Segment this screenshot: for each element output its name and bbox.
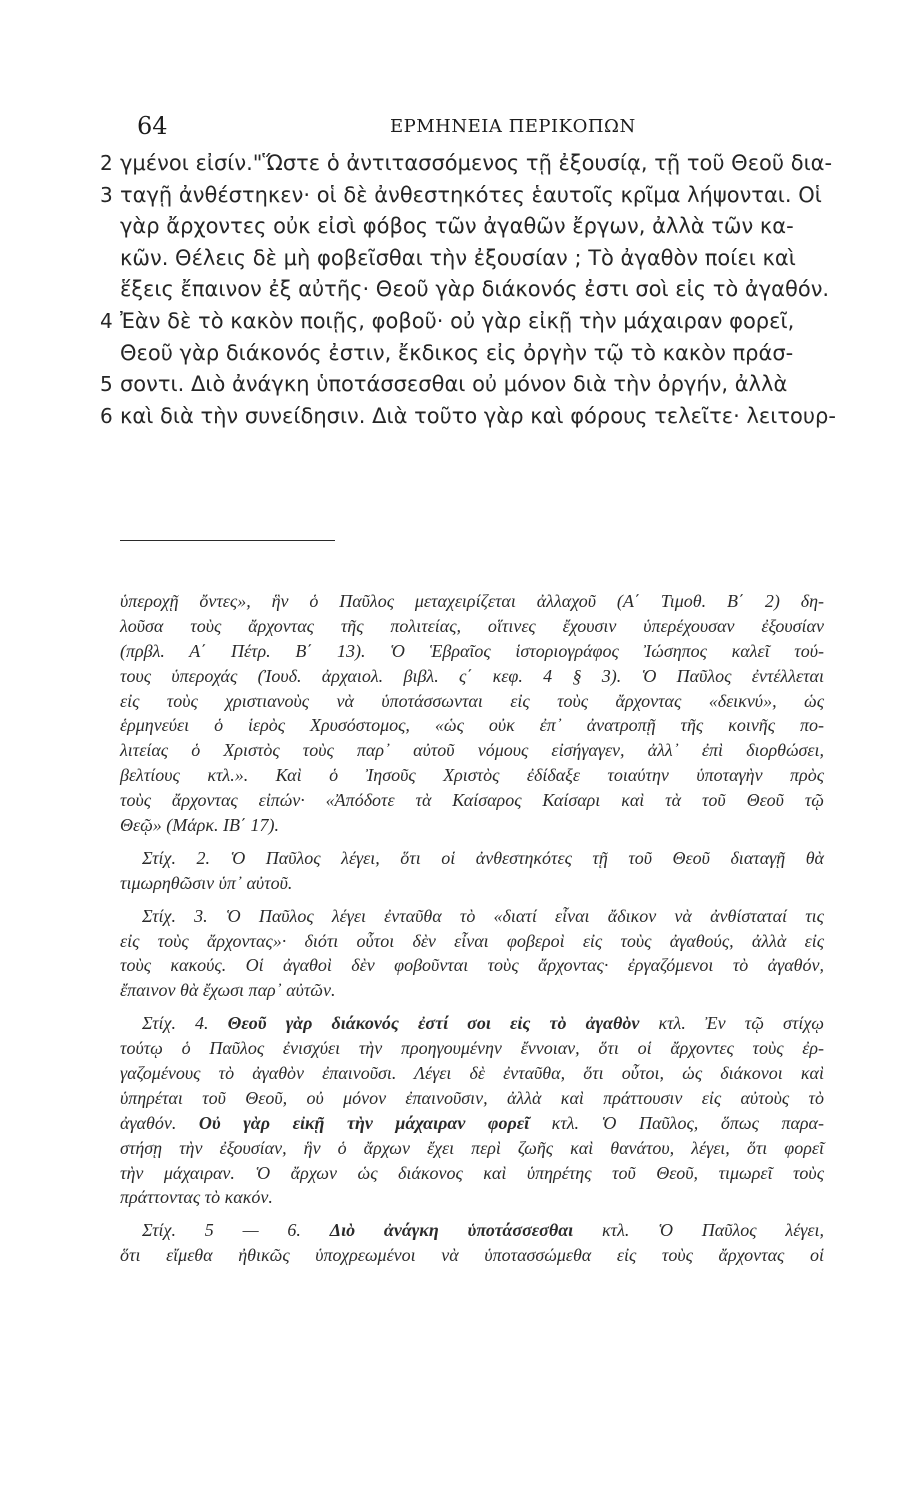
- note-line-start: Στίχ. 4.: [142, 1013, 228, 1034]
- note-line-end: κτλ. Ὁ Παῦλος λέγει,: [573, 1220, 824, 1241]
- note-line: τους ὑπεροχάς (Ἰουδ. ἀρχαιολ. βιβλ. ς΄ κεφ. 4 § 3). Ὁ Παῦλος ἐντέλλεται: [120, 665, 824, 686]
- note-line: λοῦσα τοὺς ἄρχοντας τῆς πολιτείας, οἵτινες ἔχουσιν ὑπερέχουσαν ἐξουσίαν: [120, 615, 824, 636]
- note-line: [120, 1218, 824, 1243]
- note-line: Στίχ. 2. Ὁ Παῦλος λέγει, ὅτι οἱ ἀνθεστηκότες τῇ τοῦ Θεοῦ διαταγῇ θὰ: [142, 847, 824, 868]
- note-line-start: ἀγαθόν.: [120, 1112, 199, 1133]
- note-line: εἰς τοὺς ἄρχοντας»· διότι οὗτοι δὲν εἶναι φοβεροὶ εἰς τοὺς ἀγαθούς, ἀλλὰ εἰς: [120, 930, 824, 951]
- note-line: Θεῷ» (Μάρκ. ΙΒ΄ 17).: [120, 815, 279, 836]
- note-line: γαζομένους τὸ ἀγαθὸν ἐπαινοῦσι. Λέγει δὲ ἐνταῦθα, ὅτι οὗτοι, ὡς διάκονοι καὶ: [120, 1063, 824, 1084]
- line-text: ἕξεις ἔπαινον ἐξ αὐτῆς· Θεοῦ γὰρ διάκονός ἐστι σοὶ εἰς τὸ ἀγαθόν.: [120, 277, 830, 302]
- commentary-notes: [120, 589, 824, 1268]
- text-line: [100, 401, 836, 433]
- note-line: ἑρμηνεύει ὁ ἱερὸς Χρυσόστομος, «ὡς οὐκ ἐπ᾽ ἀνατροπῇ τῆς κοινῆς πο-: [120, 715, 824, 736]
- note-line: στήσῃ τὴν ἐξουσίαν, ἣν ὁ ἄρχων ἔχει περὶ ζωῆς καὶ θανάτου, λέγει, ὅτι φορεῖ: [120, 1137, 824, 1158]
- note-line: ὑπεροχῇ ὄντες», ἣν ὁ Παῦλος μεταχειρίζεται ἀλλαχοῦ (Α΄ Τιμοθ. Β΄ 2) δη-: [120, 591, 824, 611]
- note-line: βελτίους κτλ.». Καὶ ὁ Ἰησοῦς Χριστὸς ἐδίδαξε τοιαύτην ὑποταγὴν πρὸς: [120, 765, 824, 786]
- text-line: [100, 369, 824, 401]
- note-line: (πρβλ. Α΄ Πέτρ. Β΄ 13). Ὁ Ἑβραῖος ἱστοριογράφος Ἰώσηπος καλεῖ τού-: [120, 640, 824, 661]
- note-line-end: κτλ. Ὁ Παῦλος, ὅπως παρα-: [529, 1112, 824, 1133]
- note-line: τούτῳ ὁ Παῦλος ἐνισχύει τὴν προηγουμένην ἔννοιαν, ὅτι οἱ ἄρχοντες τοὺς ἐρ-: [120, 1038, 824, 1059]
- note-line: τὴν μάχαιραν. Ὁ ἄρχων ὡς διάκονος καὶ ὑπηρέτης τοῦ Θεοῦ, τιμωρεῖ τοὺς: [120, 1162, 824, 1183]
- running-head: ΕΡΜΗΝΕΙΑ ΠΕΡΙΚΟΠΩΝ: [390, 116, 636, 137]
- note-line: τοὺς ἄρχοντας εἰπών· «Ἀπόδοτε τὰ Καίσαρος Καίσαρι καὶ τὰ τοῦ Θεοῦ τῷ: [120, 790, 824, 811]
- text-line: [100, 148, 833, 180]
- footnote-divider: [120, 540, 335, 541]
- note-line: ἔπαινον θὰ ἔχωσι παρ᾽ αὐτῶν.: [120, 980, 336, 1001]
- text-line: [120, 243, 824, 275]
- page-number: 64: [137, 112, 168, 140]
- text-line: [120, 274, 830, 306]
- line-text: σοντι. Διὸ ἀνάγκη ὑποτάσσεσθαι οὐ μόνον διὰ τὴν ὀργήν, ἀλλὰ: [120, 372, 788, 397]
- main-text-block: [100, 148, 836, 432]
- line-text: Θεοῦ γὰρ διάκονός ἐστιν, ἔκδικος εἰς ὀργὴν τῷ τὸ κακὸν πράσ-: [120, 340, 794, 365]
- text-line: [120, 338, 824, 370]
- text-line: [100, 306, 824, 338]
- note-line: λιτείας ὁ Χριστὸς τοὺς παρ᾽ αὐτοῦ νόμους εἰσήγαγεν, ἀλλ᾽ ἐπὶ διορθώσει,: [120, 740, 824, 761]
- bold-lemma: Διὸ ἀνάγκη ὑποτάσσεσθαι: [329, 1220, 574, 1241]
- note-line: Στίχ. 3. Ὁ Παῦλος λέγει ἐνταῦθα τὸ «διατί εἶναι ἄδικον νὰ ἀνθίσταταί τις: [142, 905, 824, 926]
- text-line: [100, 180, 824, 212]
- note-line: [120, 1111, 824, 1136]
- note-line: ὅτι εἴμεθα ἠθικῶς ὑποχρεωμένοι νὰ ὑποτασσώμεθα εἰς τοὺς ἄρχοντας οἱ: [120, 1245, 824, 1266]
- verse-number: 4: [100, 308, 113, 333]
- note-line: τοὺς κακούς. Οἱ ἀγαθοὶ δὲν φοβοῦνται τοὺς ἄρχοντας· ἐργαζόμενοι τὸ ἀγαθόν,: [120, 955, 824, 976]
- line-text: ταγῇ ἀνθέστηκεν· οἱ δὲ ἀνθεστηκότες ἑαυτοῖς κρῖμα λήψονται. Οἱ: [120, 182, 822, 207]
- verse-number: 2: [100, 151, 113, 175]
- note-line-end: κτλ. Ἐν τῷ στίχῳ: [639, 1013, 824, 1034]
- line-text: γμένοι εἰσίν."Ὥστε ὁ ἀντιτασσόμενος τῇ ἐξουσίᾳ, τῇ τοῦ Θεοῦ δια-: [120, 151, 833, 175]
- note-line: εἰς τοὺς χριστιανοὺς νὰ ὑποτάσσωνται εἰς τοὺς ἄρχοντας «δεικνύ», ὡς: [120, 690, 824, 711]
- line-text: καὶ διὰ τὴν συνείδησιν. Διὰ τοῦτο γὰρ καὶ φόρους τελεῖτε· λειτουρ-: [120, 403, 836, 428]
- bold-lemma: Θεοῦ γὰρ διάκονός ἐστί σοι εἰς τὸ ἀγαθὸν: [227, 1013, 640, 1034]
- verse-number: 5: [100, 372, 113, 397]
- verse-number: 6: [100, 403, 113, 428]
- note-line: ὑπηρέται τοῦ Θεοῦ, οὐ μόνον ἐπαινοῦσιν, ἀλλὰ καὶ πράττουσιν εἰς αὐτοὺς τὸ: [120, 1087, 824, 1108]
- note-line: τιμωρηθῶσιν ὑπ᾽ αὐτοῦ.: [120, 872, 293, 893]
- note-line: [120, 1011, 824, 1036]
- text-line: [120, 211, 824, 243]
- note-line-start: Στίχ. 5 — 6.: [142, 1220, 330, 1241]
- line-text: κῶν. Θέλεις δὲ μὴ φοβεῖσθαι τὴν ἐξουσίαν ; Τὸ ἀγαθὸν ποίει καὶ: [120, 245, 796, 270]
- verse-number: 3: [100, 182, 113, 207]
- line-text: Ἐὰν δὲ τὸ κακὸν ποιῇς, φοβοῦ· οὐ γὰρ εἰκῇ τὴν μάχαιραν φορεῖ,: [120, 308, 795, 333]
- line-text: γὰρ ἄρχοντες οὐκ εἰσὶ φόβος τῶν ἀγαθῶν ἔργων, ἀλλὰ τῶν κα-: [120, 214, 794, 239]
- bold-lemma: Οὐ γὰρ εἰκῇ τὴν μάχαιραν φορεῖ: [198, 1112, 530, 1133]
- note-line: πράττοντας τὸ κακόν.: [120, 1187, 273, 1208]
